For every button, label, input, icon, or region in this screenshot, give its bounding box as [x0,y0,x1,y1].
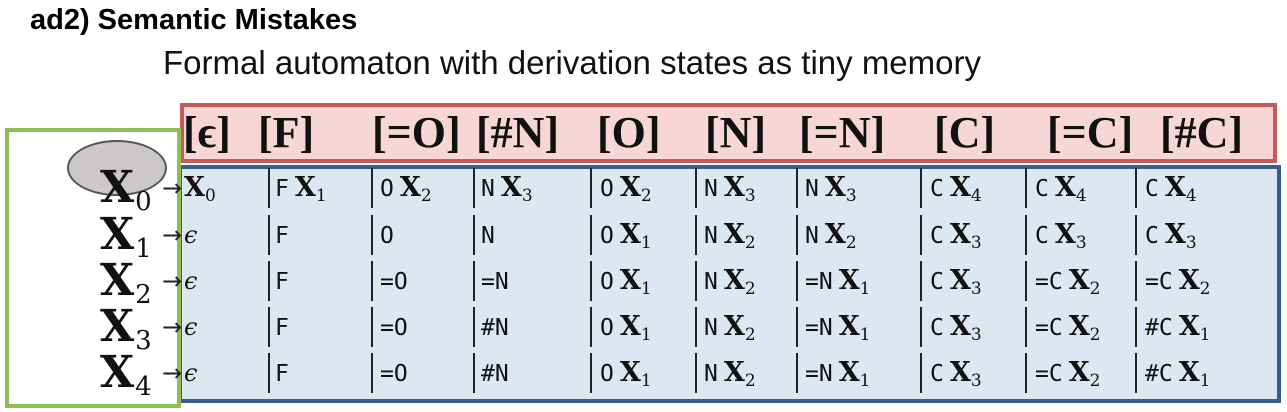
transition-cell [600,351,652,395]
output-symbol: O [600,223,614,249]
column-header: [=C] [1047,108,1134,157]
output-symbol: =O [380,269,408,295]
state-index: 2 [640,186,652,206]
output-symbol: O [600,361,614,387]
output-symbol: =O [380,315,408,341]
output-symbol: ϵ [184,359,198,387]
state-index: 1 [859,371,871,391]
state-prefix: X [824,172,846,203]
transition-arrow: → [162,267,183,295]
cell-separator [1135,215,1137,255]
transition-cell [1035,213,1087,257]
next-state [500,172,533,206]
output-symbol: C [1035,223,1049,249]
state-prefix: X [1164,172,1186,203]
state-index: 2 [1089,325,1101,345]
state-index: 1 [640,325,652,345]
cell-separator [920,168,922,208]
cell-separator [268,261,270,301]
state-prefix: X [838,265,860,296]
state-label [100,162,152,217]
next-state [949,311,982,345]
transition-cell [275,351,289,395]
transition-cell [1035,166,1087,210]
cell-separator [920,215,922,255]
cell-separator [371,353,373,393]
output-symbol: O [600,315,614,341]
transition-arrow: → [162,174,183,202]
state-index: 2 [744,371,756,391]
column-header: [O] [597,108,661,157]
state-prefix: X [723,172,745,203]
state-prefix: X [619,265,641,296]
state-label [100,209,152,264]
output-symbol: ϵ [184,267,198,295]
transition-cell [275,305,289,349]
transition-cell [184,305,197,349]
cell-separator [1025,261,1027,301]
transition-cell [380,351,408,395]
cell-separator [920,353,922,393]
transition-cell [805,305,870,349]
output-symbol: #C [1145,361,1173,387]
state-index: 1 [315,186,327,206]
state-prefix: X [619,357,641,388]
state-index: 2 [744,279,756,299]
cell-separator [268,307,270,347]
state-index: 0 [135,187,152,217]
cell-separator [1135,168,1137,208]
cell-separator [1135,307,1137,347]
output-symbol: #C [1145,315,1173,341]
transition-cell [481,166,533,210]
transition-cell [805,351,870,395]
output-symbol: =N [805,361,833,387]
transition-cell [481,351,509,395]
state-prefix: X [949,172,971,203]
transition-cell [1145,166,1197,210]
next-state [723,219,756,253]
next-state [824,219,857,253]
cell-separator [1025,307,1027,347]
output-symbol: =C [1145,269,1173,295]
state-index: 1 [640,233,652,253]
next-state [1054,172,1087,206]
transition-cell [380,213,394,257]
state-prefix: X [1068,357,1090,388]
next-state [838,357,871,391]
state-prefix: X [1178,265,1200,296]
cell-separator [695,353,697,393]
transition-cell [600,213,652,257]
next-state [1068,357,1101,391]
state-index: 1 [135,234,152,264]
next-state [1054,219,1087,253]
cell-separator [796,307,798,347]
output-symbol: =C [1035,269,1063,295]
next-state [619,265,652,299]
transition-cell [600,305,652,349]
next-state [184,172,216,206]
transition-cell [930,213,982,257]
state-prefix: X [294,172,316,203]
transition-cell [930,351,982,395]
transition-cell [275,166,327,210]
output-symbol: F [275,361,289,387]
transition-cell [184,166,216,210]
next-state [399,172,432,206]
state-prefix: X [1164,219,1186,250]
column-header: [=N] [799,108,886,157]
state-index: 4 [135,372,152,402]
transition-cell [481,259,509,303]
output-symbol: O [380,176,394,202]
cell-separator [695,307,697,347]
transition-cell [1035,305,1100,349]
transition-cell [1035,351,1100,395]
transition-cell [704,259,756,303]
state-index: 3 [970,233,982,253]
next-state [1068,265,1101,299]
cell-separator [695,168,697,208]
output-symbol: N [704,269,718,295]
state-prefix: X [949,265,971,296]
output-symbol: #N [481,361,509,387]
state-prefix: X [619,172,641,203]
state-prefix: X [500,172,522,203]
cell-separator [796,215,798,255]
state-index: 2 [845,233,857,253]
cell-separator [268,353,270,393]
state-prefix: X [1068,265,1090,296]
next-state [723,311,756,345]
output-symbol: =N [481,269,509,295]
cell-separator [590,307,592,347]
cell-separator [371,307,373,347]
output-symbol: #N [481,315,509,341]
transition-cell [600,259,652,303]
transition-cell [1145,351,1210,395]
state-index: 2 [744,325,756,345]
state-prefix: X [723,311,745,342]
transition-cell [600,166,652,210]
transition-cell [1145,259,1210,303]
state-index: 2 [1199,279,1211,299]
state-prefix: X [949,219,971,250]
column-header: [#C] [1160,108,1244,157]
state-prefix: X [100,347,135,398]
output-symbol: F [275,223,289,249]
cell-separator [695,215,697,255]
cell-separator [590,353,592,393]
slide-title: ad2) Semantic Mistakes [30,4,358,36]
transition-cell [481,213,495,257]
transition-cell [1145,213,1197,257]
column-header: [N] [705,108,767,157]
next-state [824,172,857,206]
transition-arrow: → [162,359,183,387]
state-prefix: X [619,311,641,342]
cell-separator [371,215,373,255]
transition-cell [930,259,982,303]
cell-separator [590,261,592,301]
output-symbol: C [930,176,944,202]
next-state [1178,265,1211,299]
output-symbol: C [930,269,944,295]
transition-cell [184,351,197,395]
column-header: [=O] [372,108,461,157]
state-prefix: X [619,219,641,250]
next-state [619,357,652,391]
output-symbol: N [704,315,718,341]
next-state [1164,219,1197,253]
column-header: [C] [934,108,996,157]
state-index: 3 [521,186,533,206]
slide-subtitle: Formal automaton with derivation states as tiny memory [163,44,981,81]
state-prefix: X [100,209,135,260]
state-label [100,347,152,402]
cell-separator [796,353,798,393]
next-state [723,357,756,391]
transition-cell [805,213,857,257]
state-prefix: X [1068,311,1090,342]
state-prefix: X [838,311,860,342]
cell-separator [473,261,475,301]
output-symbol: O [600,269,614,295]
cell-separator [796,168,798,208]
output-symbol: ϵ [184,221,198,249]
state-index: 1 [859,279,871,299]
cell-separator [1025,168,1027,208]
transition-cell [184,259,197,303]
cell-separator [796,261,798,301]
state-label [100,301,152,356]
next-state [838,265,871,299]
state-index: 4 [1185,186,1197,206]
state-prefix: X [100,301,135,352]
state-index: 1 [1199,325,1211,345]
transition-cell [704,351,756,395]
output-symbol: C [930,223,944,249]
output-symbol: N [704,361,718,387]
state-prefix: X [1054,172,1076,203]
state-index: 3 [970,325,982,345]
state-index: 3 [845,186,857,206]
next-state [723,265,756,299]
state-index: 4 [970,186,982,206]
next-state [949,357,982,391]
next-state [619,219,652,253]
state-prefix: X [838,357,860,388]
output-symbol: N [805,176,819,202]
cell-separator [268,168,270,208]
cell-separator [371,168,373,208]
output-symbol: =N [805,315,833,341]
transition-cell [275,213,289,257]
output-symbol: =N [805,269,833,295]
state-prefix: X [399,172,421,203]
cell-separator [473,215,475,255]
column-header: [ϵ] [183,108,231,157]
next-state [1178,357,1211,391]
output-symbol: =C [1035,361,1063,387]
cell-separator [1135,353,1137,393]
state-prefix: X [1178,357,1200,388]
state-index: 1 [859,325,871,345]
state-prefix: X [1178,311,1200,342]
cell-separator [590,215,592,255]
state-prefix: X [824,219,846,250]
output-symbol: O [600,176,614,202]
output-symbol: N [805,223,819,249]
state-index: 2 [1089,371,1101,391]
output-symbol: F [275,315,289,341]
output-symbol: N [704,176,718,202]
column-header: [#N] [476,108,560,157]
transition-cell [805,166,857,210]
transition-cell [704,305,756,349]
state-label [100,255,152,310]
cell-separator [920,307,922,347]
column-header: [F] [258,108,315,157]
next-state [949,172,982,206]
cell-separator [268,215,270,255]
state-index: 3 [1075,233,1087,253]
state-index: 2 [135,280,152,310]
output-symbol: F [275,176,289,202]
transition-cell [184,213,197,257]
cell-separator [1025,353,1027,393]
state-index: 3 [135,326,152,356]
output-symbol: =C [1035,315,1063,341]
next-state [619,172,652,206]
state-index: 3 [744,186,756,206]
transition-cell [704,213,756,257]
transition-arrow: → [162,313,183,341]
state-index: 0 [204,186,216,206]
transition-cell [481,305,509,349]
state-index: 1 [1199,371,1211,391]
state-index: 1 [640,279,652,299]
state-prefix: X [100,255,135,306]
output-symbol: C [930,315,944,341]
transition-cell [930,305,982,349]
next-state [1068,311,1101,345]
transition-cell [704,166,756,210]
next-state [838,311,871,345]
output-symbol: O [380,223,394,249]
next-state [619,311,652,345]
cell-separator [1025,215,1027,255]
output-symbol: C [1035,176,1049,202]
cell-separator [695,261,697,301]
output-symbol: N [481,176,495,202]
state-index: 3 [970,371,982,391]
state-index: 2 [1089,279,1101,299]
next-state [949,219,982,253]
state-index: 3 [970,279,982,299]
cell-separator [473,307,475,347]
next-state [949,265,982,299]
next-state [1178,311,1211,345]
output-symbol: C [930,361,944,387]
output-symbol: N [481,223,495,249]
output-symbol: N [704,223,718,249]
state-prefix: X [184,172,205,203]
state-index: 2 [420,186,432,206]
cell-separator [473,353,475,393]
output-symbol: ϵ [184,313,198,341]
output-symbol: F [275,269,289,295]
state-index: 3 [1185,233,1197,253]
transition-cell [380,166,432,210]
cell-separator [590,168,592,208]
transition-cell [1145,305,1210,349]
transition-cell [275,259,289,303]
transition-cell [380,305,408,349]
state-index: 4 [1075,186,1087,206]
next-state [723,172,756,206]
output-symbol: C [1145,176,1159,202]
state-prefix: X [1054,219,1076,250]
cell-separator [371,261,373,301]
state-prefix: X [723,265,745,296]
cell-separator [473,168,475,208]
cell-separator [1135,261,1137,301]
state-prefix: X [100,162,135,213]
state-index: 2 [744,233,756,253]
state-prefix: X [723,357,745,388]
next-state [1164,172,1197,206]
state-prefix: X [723,219,745,250]
state-prefix: X [949,357,971,388]
transition-cell [805,259,870,303]
transition-cell [930,166,982,210]
transition-arrow: → [162,221,183,249]
next-state [294,172,327,206]
state-prefix: X [949,311,971,342]
transition-cell [1035,259,1100,303]
transition-cell [380,259,408,303]
state-index: 1 [640,371,652,391]
output-symbol: C [1145,223,1159,249]
cell-separator [920,261,922,301]
output-symbol: =O [380,361,408,387]
